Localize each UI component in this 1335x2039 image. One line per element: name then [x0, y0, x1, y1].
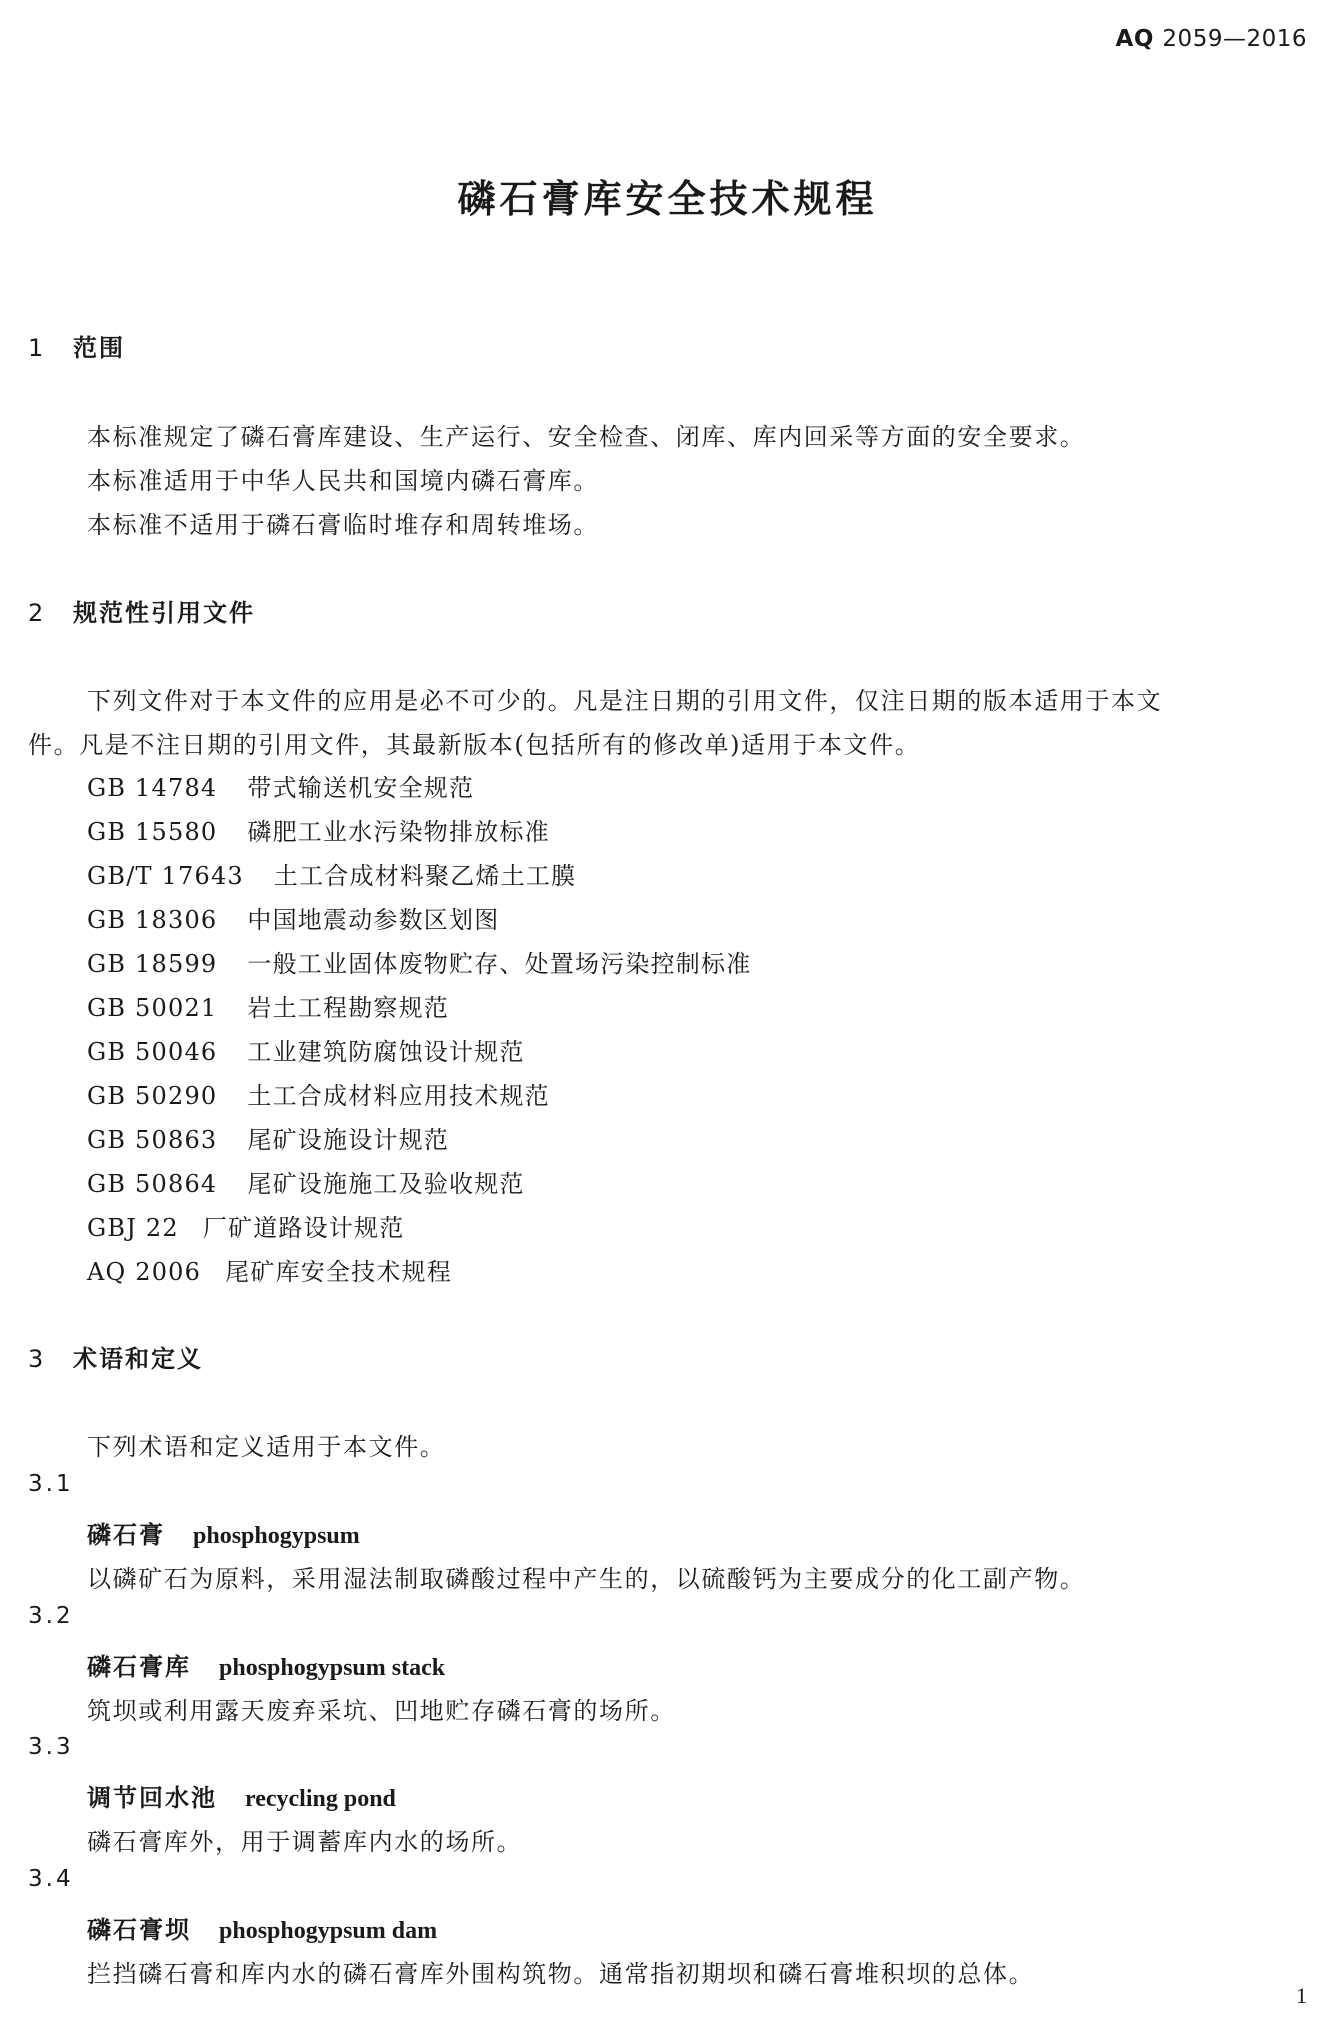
reference-item: [87, 856, 576, 891]
paragraph: 本标准适用于中华人民共和国境内磷石膏库。: [87, 467, 599, 495]
reference-code: GB 14784: [87, 774, 218, 802]
reference-name: 磷肥工业水污染物排放标准: [247, 818, 550, 846]
section-number: 2: [28, 599, 46, 627]
reference-code: GB 50046: [87, 1038, 218, 1066]
reference-code: GBJ 22: [87, 1214, 179, 1242]
clause-number: 3.1: [28, 1471, 74, 1497]
reference-item: [87, 900, 499, 935]
reference-item: [87, 768, 474, 803]
reference-code: GB 50864: [87, 1170, 218, 1198]
reference-item: [87, 812, 550, 847]
paragraph: 下列文件对于本文件的应用是必不可少的。凡是注日期的引用文件，仅注日期的版本适用于本文: [87, 687, 1163, 715]
section-number: 3: [28, 1345, 46, 1373]
term-chinese: 磷石膏: [87, 1521, 165, 1549]
section-2-heading: [28, 593, 255, 628]
reference-code: GB 50863: [87, 1126, 218, 1154]
reference-name: 土工合成材料聚乙烯土工膜: [273, 862, 577, 890]
term-definition: 以磷矿石为原料，采用湿法制取磷酸过程中产生的，以硫酸钙为主要成分的化工副产物。: [87, 1565, 1086, 1593]
reference-item: [87, 1120, 449, 1155]
reference-name: 尾矿设施设计规范: [247, 1126, 449, 1154]
section-1-heading: [28, 328, 125, 363]
page-number: 1: [1296, 1983, 1307, 2008]
term-entry: [87, 1515, 360, 1550]
document-title: 磷石膏库安全技术规程: [457, 177, 878, 221]
reference-name: 土工合成材料应用技术规范: [247, 1082, 550, 1110]
paragraph: 本标准规定了磷石膏库建设、生产运行、安全检查、闭库、库内回采等方面的安全要求。: [87, 423, 1086, 451]
reference-code: GB/T 17643: [87, 862, 244, 890]
term-chinese: 磷石膏坝: [87, 1916, 191, 1944]
reference-item: [87, 988, 449, 1023]
term-entry: [87, 1778, 396, 1813]
reference-code: GB 18306: [87, 906, 218, 934]
term-chinese: 调节回水池: [87, 1784, 217, 1812]
term-entry: [87, 1647, 445, 1682]
paragraph: 下列术语和定义适用于本文件。: [87, 1433, 446, 1461]
reference-code: GB 50290: [87, 1082, 218, 1110]
reference-item: [87, 1164, 525, 1199]
reference-item: [87, 1252, 452, 1287]
reference-name: 尾矿库安全技术规程: [225, 1258, 452, 1286]
standard-number: 2059—2016: [1162, 26, 1307, 52]
reference-name: 尾矿设施施工及验收规范: [247, 1170, 525, 1198]
term-definition: 筑坝或利用露天废弃采坑、凹地贮存磷石膏的场所。: [87, 1697, 676, 1725]
section-title: 规范性引用文件: [73, 599, 255, 627]
section-title: 术语和定义: [73, 1345, 203, 1373]
clause-number: 3.3: [28, 1734, 74, 1760]
term-definition: 磷石膏库外，用于调蓄库内水的场所。: [87, 1828, 523, 1856]
term-english: recycling pond: [245, 1786, 396, 1812]
standard-code: [1116, 26, 1307, 52]
standard-prefix: AQ: [1115, 26, 1154, 52]
paragraph-continuation: 件。凡是不注日期的引用文件，其最新版本(包括所有的修改单)适用于本文件。: [28, 731, 921, 759]
reference-item: [87, 1032, 525, 1067]
term-definition: 拦挡磷石膏和库内水的磷石膏库外围构筑物。通常指初期坝和磷石膏堆积坝的总体。: [87, 1960, 1035, 1988]
reference-name: 一般工业固体废物贮存、处置场污染控制标准: [247, 950, 752, 978]
reference-name: 厂矿道路设计规范: [202, 1214, 405, 1242]
reference-code: AQ 2006: [87, 1258, 202, 1286]
reference-item: [87, 944, 751, 979]
section-3-heading: [28, 1339, 203, 1374]
reference-name: 带式输送机安全规范: [247, 774, 475, 802]
reference-code: GB 50021: [87, 994, 218, 1022]
term-english: phosphogypsum stack: [219, 1655, 446, 1681]
reference-item: [87, 1208, 404, 1243]
reference-name: 工业建筑防腐蚀设计规范: [247, 1038, 525, 1066]
term-english: phosphogypsum: [193, 1523, 360, 1549]
section-number: 1: [28, 334, 46, 362]
term-entry: [87, 1910, 437, 1945]
reference-name: 中国地震动参数区划图: [247, 906, 500, 934]
reference-code: GB 15580: [87, 818, 218, 846]
reference-name: 岩土工程勘察规范: [247, 994, 449, 1022]
term-chinese: 磷石膏库: [87, 1653, 191, 1681]
clause-number: 3.2: [28, 1603, 74, 1629]
reference-item: [87, 1076, 550, 1111]
clause-number: 3.4: [28, 1866, 74, 1892]
paragraph: 本标准不适用于磷石膏临时堆存和周转堆场。: [87, 511, 599, 539]
term-english: phosphogypsum dam: [219, 1918, 438, 1944]
section-title: 范围: [73, 334, 125, 362]
reference-code: GB 18599: [87, 950, 218, 978]
